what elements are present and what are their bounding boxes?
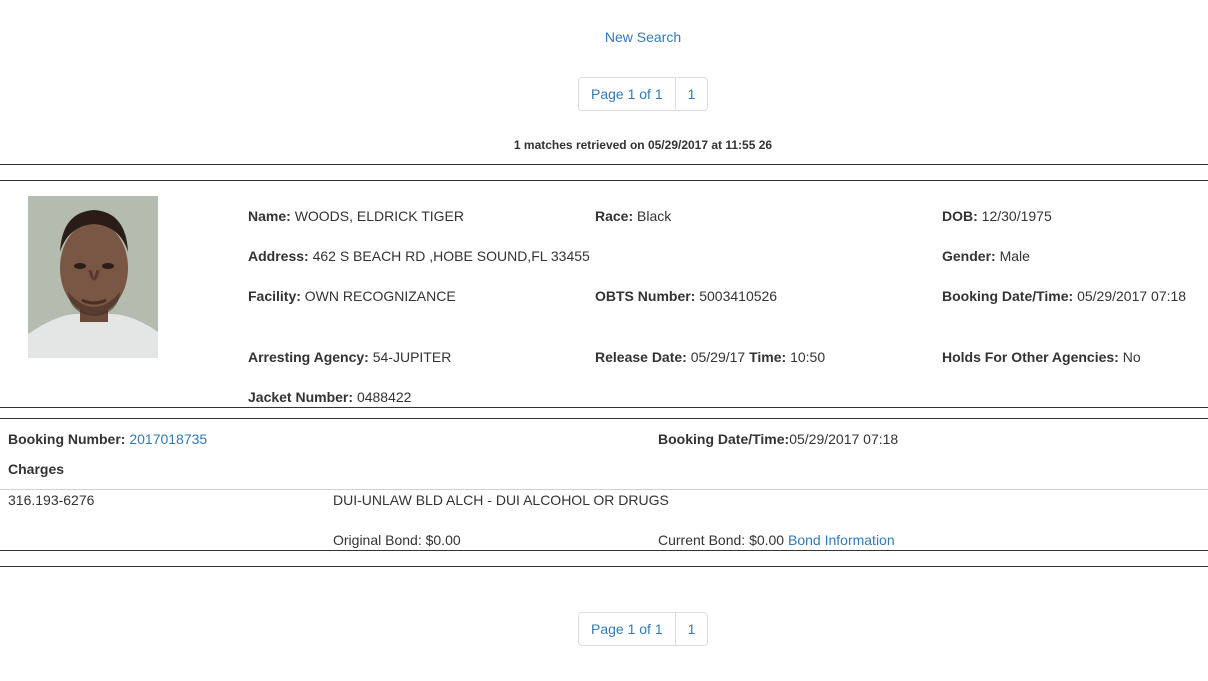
page-label[interactable]: Page 1 of 1 — [591, 621, 663, 637]
divider — [0, 164, 1208, 165]
obts-value: 5003410526 — [699, 288, 778, 304]
original-bond — [333, 532, 461, 548]
address-label: Address: — [248, 248, 309, 264]
page-number-link[interactable]: 1 — [675, 613, 708, 645]
inmate-holds — [942, 349, 1141, 365]
agency-label: Arresting Agency: — [248, 349, 369, 365]
holds-label: Holds For Other Agencies: — [942, 349, 1119, 365]
pagination-bottom — [578, 612, 708, 646]
booking-number-link[interactable]: 2017018735 — [129, 431, 208, 447]
obts-label: OBTS Number: — [595, 288, 696, 304]
booking-dt-value: 05/29/2017 07:18 — [789, 431, 899, 447]
inmate-dob — [942, 208, 1052, 224]
name-value: WOODS, ELDRICK TIGER — [294, 208, 465, 224]
charges-divider — [0, 489, 1208, 490]
facility-label: Facility: — [248, 288, 301, 304]
jacket-value: 0488422 — [356, 389, 412, 405]
bond-information-link[interactable]: Bond Information — [788, 532, 895, 548]
inmate-jacket — [248, 389, 411, 405]
jacket-label: Jacket Number: — [248, 389, 354, 405]
divider — [0, 407, 1208, 408]
original-bond-value: $0.00 — [425, 532, 461, 548]
matches-summary: 1 matches retrieved on 05/29/2017 at 11:55 26 — [513, 138, 773, 152]
gender-label: Gender: — [942, 248, 996, 264]
booking-number — [8, 431, 207, 447]
page-number-link[interactable]: 1 — [675, 78, 708, 110]
inmate-release — [595, 349, 825, 365]
divider — [0, 550, 1208, 551]
inmate-facility — [248, 288, 456, 304]
booking-dt-label: Booking Date/Time: — [658, 431, 790, 447]
booking-datetime — [658, 431, 898, 447]
release-time-label: Time: — [749, 349, 787, 365]
current-bond-label: Current Bond: — [658, 532, 746, 548]
pagination-top — [578, 77, 708, 111]
dob-value: 12/30/1975 — [981, 208, 1052, 224]
release-date-label: Release Date: — [595, 349, 687, 365]
dob-label: DOB: — [942, 208, 978, 224]
inmate-obts — [595, 288, 777, 304]
race-label: Race: — [595, 208, 634, 224]
divider — [0, 180, 1208, 181]
name-label: Name: — [248, 208, 291, 224]
booking-datetime-value: 05/29/2017 07:18 — [1077, 288, 1187, 304]
inmate-race — [595, 208, 671, 224]
charge-statute: 316.193-6276 — [8, 492, 95, 508]
new-search-link-wrap — [0, 29, 1208, 45]
new-search-link[interactable]: New Search — [604, 29, 682, 45]
mugshot-photo — [28, 196, 158, 358]
address-value: 462 S BEACH RD ,HOBE SOUND,FL 33455 — [312, 248, 590, 264]
inmate-address — [248, 248, 590, 264]
booking-number-label: Booking Number: — [8, 431, 126, 447]
inmate-arresting-agency — [248, 349, 451, 365]
facility-value: OWN RECOGNIZANCE — [304, 288, 456, 304]
inmate-booking-datetime — [942, 288, 1186, 304]
divider — [0, 566, 1208, 567]
race-value: Black — [637, 208, 672, 224]
booking-datetime-label: Booking Date/Time: — [942, 288, 1074, 304]
charge-description: DUI-UNLAW BLD ALCH - DUI ALCOHOL OR DRUGS — [333, 492, 669, 508]
inmate-gender — [942, 248, 1030, 264]
page-label[interactable]: Page 1 of 1 — [591, 86, 663, 102]
original-bond-label: Original Bond: — [333, 532, 422, 548]
current-bond-value: $0.00 — [749, 532, 785, 548]
divider — [0, 418, 1208, 419]
agency-value: 54-JUPITER — [372, 349, 452, 365]
inmate-name — [248, 208, 464, 224]
charges-heading: Charges — [8, 461, 65, 477]
gender-value: Male — [999, 248, 1030, 264]
release-time-value: 10:50 — [790, 349, 826, 365]
current-bond — [658, 532, 895, 548]
release-date-value: 05/29/17 — [690, 349, 746, 365]
holds-value: No — [1122, 349, 1141, 365]
